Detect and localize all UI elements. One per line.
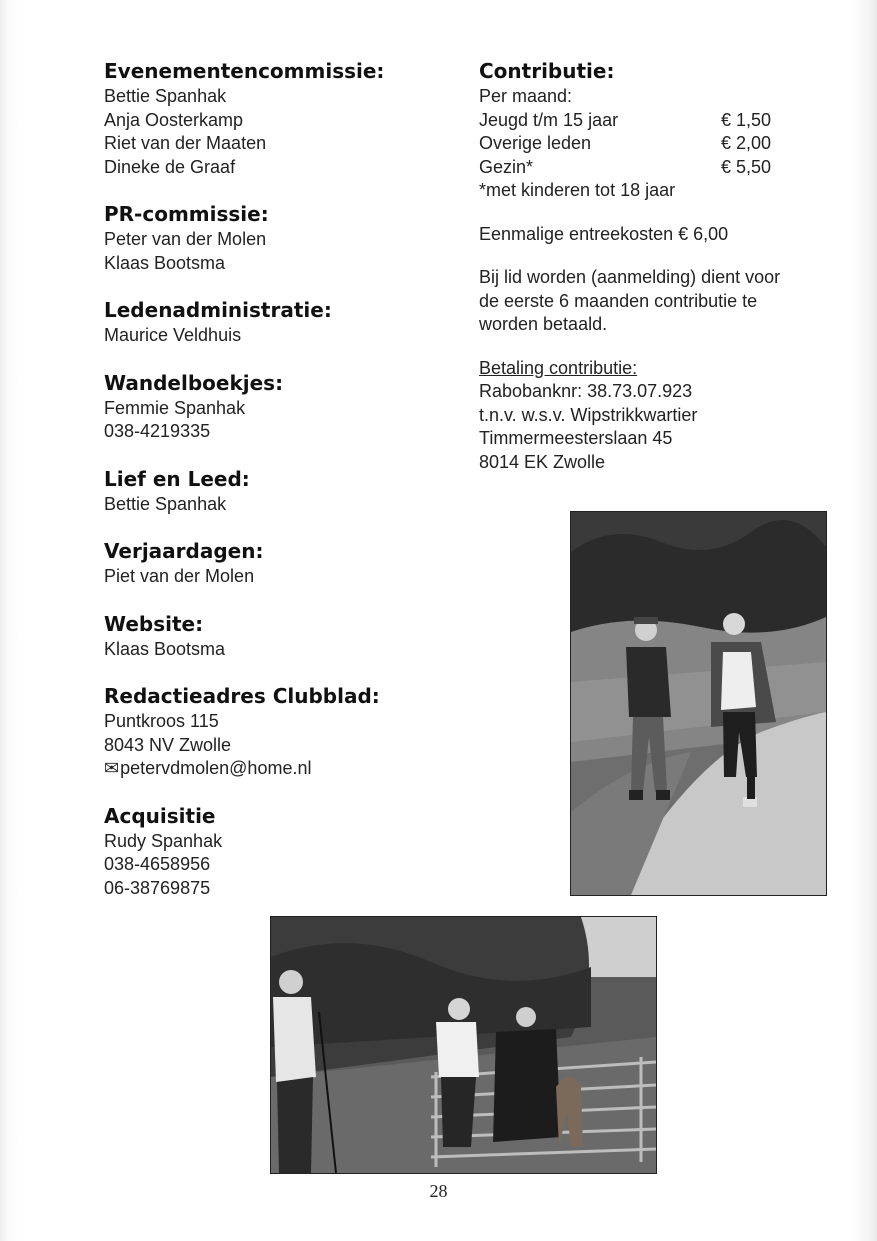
postal-city: 8043 NV Zwolle: [104, 734, 232, 755]
fee-row: [479, 132, 771, 156]
street-address: Timmermeesterslaan 45: [479, 428, 673, 448]
page-number: 28: [429, 1181, 448, 1201]
envelope-icon: ✉: [104, 758, 120, 778]
fee-amount: € 1,50: [720, 109, 771, 130]
fee-amount: € 2,00: [720, 133, 771, 153]
member-name: Rudy Spanhak: [104, 830, 223, 851]
member-name: Peter van der Molen: [104, 229, 267, 249]
member-name: Klaas Bootsma: [104, 252, 226, 273]
section-heading: PR-commissie:: [104, 202, 269, 226]
member-name: Bettie Spanhak: [104, 493, 227, 514]
section-heading: Evenementencommissie:: [104, 59, 385, 83]
section-ledenadministratie: [104, 297, 434, 348]
member-name: Anja Oosterkamp: [104, 109, 244, 130]
section-redactieadres: [104, 683, 434, 781]
photo-walkers: [570, 511, 827, 896]
section-evenementencommissie: [104, 58, 434, 179]
per-maand-label: Per maand:: [479, 86, 573, 106]
fee-row: [479, 156, 771, 180]
left-column: [104, 58, 434, 900]
section-contributie: [479, 58, 839, 203]
fee-label: Jeugd t/m 15 jaar: [479, 109, 619, 130]
phone-number: 038-4658956: [104, 854, 211, 874]
fee-amount: € 5,50: [720, 156, 771, 177]
section-lief-en-leed: [104, 466, 434, 517]
section-heading: Website:: [104, 611, 204, 636]
member-name: Klaas Bootsma: [104, 638, 226, 659]
section-heading: Ledenadministratie:: [104, 298, 332, 322]
member-name: Dineke de Graaf: [104, 156, 236, 177]
fee-footnote: *met kinderen tot 18 jaar: [479, 180, 676, 200]
section-acquisitie: [104, 803, 434, 901]
section-heading: Verjaardagen:: [104, 539, 264, 563]
paragraph-line: worden betaald.: [479, 314, 608, 334]
section-heading: Redactieadres Clubblad:: [104, 684, 380, 708]
right-column: [479, 58, 839, 474]
account-holder: t.n.v. w.s.v. Wipstrikkwartier: [479, 404, 698, 425]
section-website: [104, 611, 434, 662]
section-heading: Lief en Leed:: [104, 466, 250, 491]
section-heading: Acquisitie: [104, 803, 216, 828]
street-address: Puntkroos 115: [104, 711, 219, 731]
phone-number: 06-38769875: [104, 877, 211, 898]
entreekosten-text: Eenmalige entreekosten € 6,00: [479, 223, 729, 244]
betaling-title: Betaling contributie:: [479, 357, 638, 378]
email-address[interactable]: petervdmolen@home.nl: [120, 758, 312, 778]
section-heading: Wandelboekjes:: [104, 370, 284, 395]
email-line: [104, 757, 434, 781]
member-name: Riet van der Maaten: [104, 133, 267, 153]
member-name: Maurice Veldhuis: [104, 325, 242, 345]
section-heading: Contributie:: [479, 59, 615, 83]
section-betaling: [479, 357, 839, 475]
paragraph-line: de eerste 6 maanden contributie te: [479, 290, 758, 311]
section-verjaardagen: [104, 538, 434, 589]
phone-number: 038-4219335: [104, 421, 211, 441]
postal-city: 8014 EK Zwolle: [479, 451, 606, 472]
aanmelding-paragraph: [479, 266, 839, 337]
section-wandelboekjes: [104, 370, 434, 444]
bank-number: Rabobanknr: 38.73.07.923: [479, 381, 693, 401]
member-name: Piet van der Molen: [104, 566, 255, 586]
fee-label: Overige leden: [479, 133, 592, 153]
photo-gate-group: [270, 916, 657, 1174]
section-pr-commissie: [104, 201, 434, 275]
fee-label: Gezin*: [479, 156, 534, 177]
fee-row: [479, 109, 771, 133]
paragraph-line: Bij lid worden (aanmelding) dient voor: [479, 267, 781, 287]
member-name: Femmie Spanhak: [104, 397, 246, 418]
member-name: Bettie Spanhak: [104, 86, 227, 106]
